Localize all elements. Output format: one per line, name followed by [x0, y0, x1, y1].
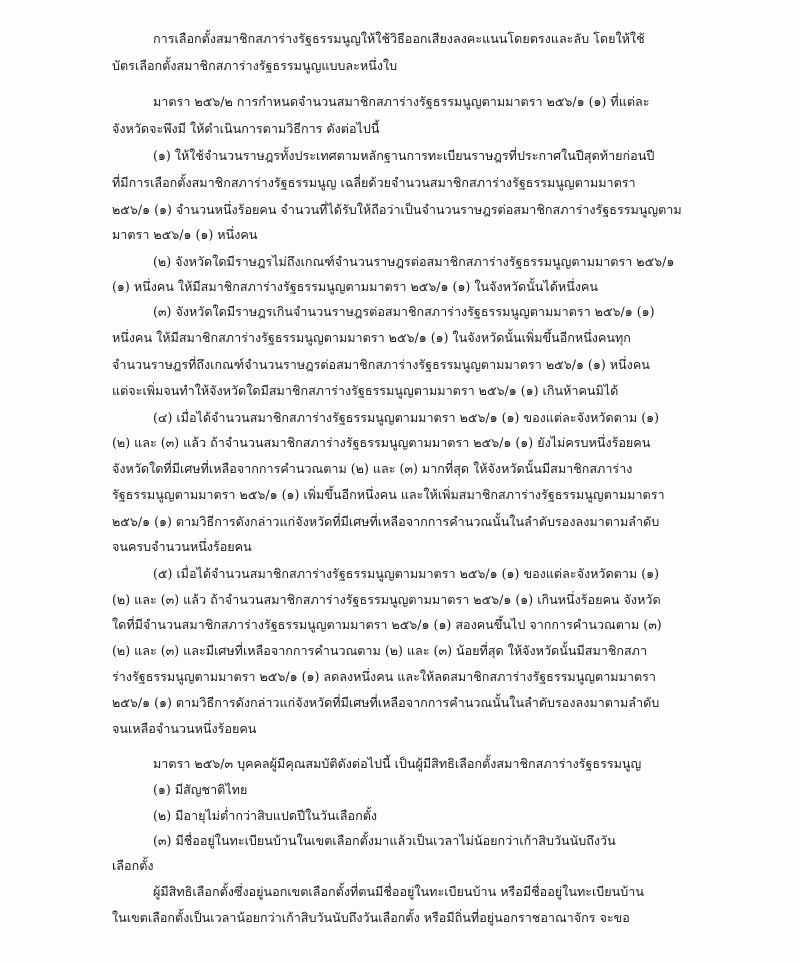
text-line: ผู้มีสิทธิเลือกตั้งซึ่งอยู่นอกเขตเลือกตั้งที่ตนมีชื่ออยู่ในทะเบียนบ้าน หรือมีชื่ออยู่ในทะเบียนบ้าน: [153, 884, 644, 899]
text-line: ร่างรัฐธรรมนูญตามมาตรา ๒๕๖/๑ (๑) ลดลงหนึ่งคน และให้ลดสมาชิกสภาร่างรัฐธรรมนูญตามมาตรา: [112, 669, 656, 684]
text-line: (๓) จังหวัดใดมีราษฎรเกินจำนวนราษฎรต่อสมาชิกสภาร่างรัฐธรรมนูญตามมาตรา ๒๕๖/๑ (๑): [153, 304, 655, 319]
text-line: (๓) มีชื่ออยู่ในทะเบียนบ้านในเขตเลือกตั้งมาแล้วเป็นเวลาไม่น้อยกว่าเก้าสิบวันนับถึงวัน: [153, 833, 616, 848]
text-line: (๔) เมื่อได้จำนวนสมาชิกสภาร่างรัฐธรรมนูญตามมาตรา ๒๕๖/๑ (๑) ของแต่ละจังหวัดตาม (๑): [153, 410, 660, 425]
text-line: ๒๕๖/๑ (๑) ตามวิธีการดังกล่าวแก่จังหวัดที่มีเศษที่เหลือจากการคำนวณนั้นในลำดับรองลงมาตามลำดับ: [112, 695, 660, 710]
text-line: บัตรเลือกตั้งสมาชิกสภาร่างรัฐธรรมนูญแบบละหนึ่งใบ: [112, 58, 398, 73]
text-line: ใดที่มีจำนวนสมาชิกสภาร่างรัฐธรรมนูญตามมาตรา ๒๕๖/๑ (๑) สองคนขึ้นไป จากการคำนวณตาม (๓): [112, 617, 662, 632]
text-line: (๒) มีอายุไม่ต่ำกว่าสิบแปดปีในวันเลือกตั้ง: [153, 808, 378, 823]
text-line: (๒) และ (๓) แล้ว ถ้าจำนวนสมาชิกสภาร่างรัฐธรรมนูญตามมาตรา ๒๕๖/๑ (๑) เกินหนึ่งร้อยคน จังหวัด: [112, 592, 661, 607]
text-line: (๒) จังหวัดใดมีราษฎรไม่ถึงเกณฑ์จำนวนราษฎรต่อสมาชิกสภาร่างรัฐธรรมนูญตามมาตรา ๒๕๖/๑: [153, 254, 675, 269]
text-line: (๑) ให้ใช้จำนวนราษฎรทั้งประเทศตามหลักฐานการทะเบียนราษฎรที่ประกาศในปีสุดท้ายก่อนปี: [153, 148, 655, 163]
text-line: การเลือกตั้งสมาชิกสภาร่างรัฐธรรมนูญให้ใช้วิธีออกเสียงลงคะแนนโดยตรงและลับ โดยให้ใช้: [153, 31, 645, 46]
text-line: (๒) และ (๓) และมีเศษที่เหลือจากการคำนวณตาม (๒) และ (๓) น้อยที่สุด ให้จังหวัดนั้นมีสมาชิกสภา: [112, 643, 648, 658]
text-line: ๒๕๖/๑ (๑) จำนวนหนึ่งร้อยคน จำนวนที่ได้รับให้ถือว่าเป็นจำนวนราษฎรต่อสมาชิกสภาร่างรัฐธรรมนูญตาม: [112, 202, 682, 217]
text-line: มาตรา ๒๕๖/๒ การกำหนดจำนวนสมาชิกสภาร่างรัฐธรรมนูญตามมาตรา ๒๕๖/๑ (๑) ที่แต่ละ: [153, 94, 650, 109]
text-line: ที่มีการเลือกตั้งสมาชิกสภาร่างรัฐธรรมนูญ เฉลี่ยด้วยจำนวนสมาชิกสภาร่างรัฐธรรมนูญตามมาตรา: [112, 175, 636, 190]
text-line: จนเหลือจำนวนหนึ่งร้อยคน: [112, 721, 257, 736]
text-line: (๕) เมื่อได้จำนวนสมาชิกสภาร่างรัฐธรรมนูญตามมาตรา ๒๕๖/๑ (๑) ของแต่ละจังหวัดตาม (๑): [153, 566, 660, 581]
text-line: จำนวนราษฎรที่ถึงเกณฑ์จำนวนราษฎรต่อสมาชิกสภาร่างรัฐธรรมนูญตามมาตรา ๒๕๖/๑ (๑) หนึ่งคน: [112, 357, 650, 372]
text-line: มาตรา ๒๕๖/๓ บุคคลผู้มีคุณสมบัติดังต่อไปนี้ เป็นผู้มีสิทธิเลือกตั้งสมาชิกสภาร่างรัฐธรรมนูญ: [153, 756, 642, 771]
text-line: รัฐธรรมนูญตามมาตรา ๒๕๖/๑ (๑) เพิ่มขึ้นอีกหนึ่งคน และให้เพิ่มสมาชิกสภาร่างรัฐธรรมนูญตามมาตรา: [112, 487, 665, 502]
text-line: มาตรา ๒๕๖/๑ (๑) หนึ่งคน: [112, 227, 258, 242]
text-line: หนึ่งคน ให้มีสมาชิกสภาร่างรัฐธรรมนูญตามมาตรา ๒๕๖/๑ (๑) ในจังหวัดนั้นเพิ่มขึ้นอีกหนึ่งคนทุก: [112, 330, 631, 345]
text-line: เลือกตั้ง: [112, 858, 154, 873]
text-line: จนครบจำนวนหนึ่งร้อยคน: [112, 539, 252, 554]
text-line: (๒) และ (๓) แล้ว ถ้าจำนวนสมาชิกสภาร่างรัฐธรรมนูญตามมาตรา ๒๕๖/๑ (๑) ยังไม่ครบหนึ่งร้อยคน: [112, 435, 651, 450]
text-line: จังหวัดใดที่มีเศษที่เหลือจากการคำนวณตาม (๒) และ (๓) มากที่สุด ให้จังหวัดนั้นมีสมาชิกสภาร่าง: [112, 461, 633, 476]
text-line: (๑) มีสัญชาติไทย: [153, 782, 248, 797]
text-line: แต่จะเพิ่มจนทำให้จังหวัดใดมีสมาชิกสภาร่างรัฐธรรมนูญตามมาตรา ๒๕๖/๑ (๑) เกินห้าคนมิได้: [112, 383, 619, 398]
text-line: จังหวัดจะพึงมี ให้ดำเนินการตามวิธีการ ดังต่อไปนี้: [112, 121, 380, 136]
text-line: ๒๕๖/๑ (๑) ตามวิธีการดังกล่าวแก่จังหวัดที่มีเศษที่เหลือจากการคำนวณนั้นในลำดับรองลงมาตามลำดับ: [112, 514, 660, 529]
text-line: ในเขตเลือกตั้งเป็นเวลาน้อยกว่าเก้าสิบวันนับถึงวันเลือกตั้ง หรือมีถิ่นที่อยู่นอกราชอาณาจักร จะขอ: [112, 910, 630, 925]
text-line: (๑) หนึ่งคน ให้มีสมาชิกสภาร่างรัฐธรรมนูญตามมาตรา ๒๕๖/๑ (๑) ในจังหวัดนั้นได้หนึ่งคน: [112, 279, 599, 294]
